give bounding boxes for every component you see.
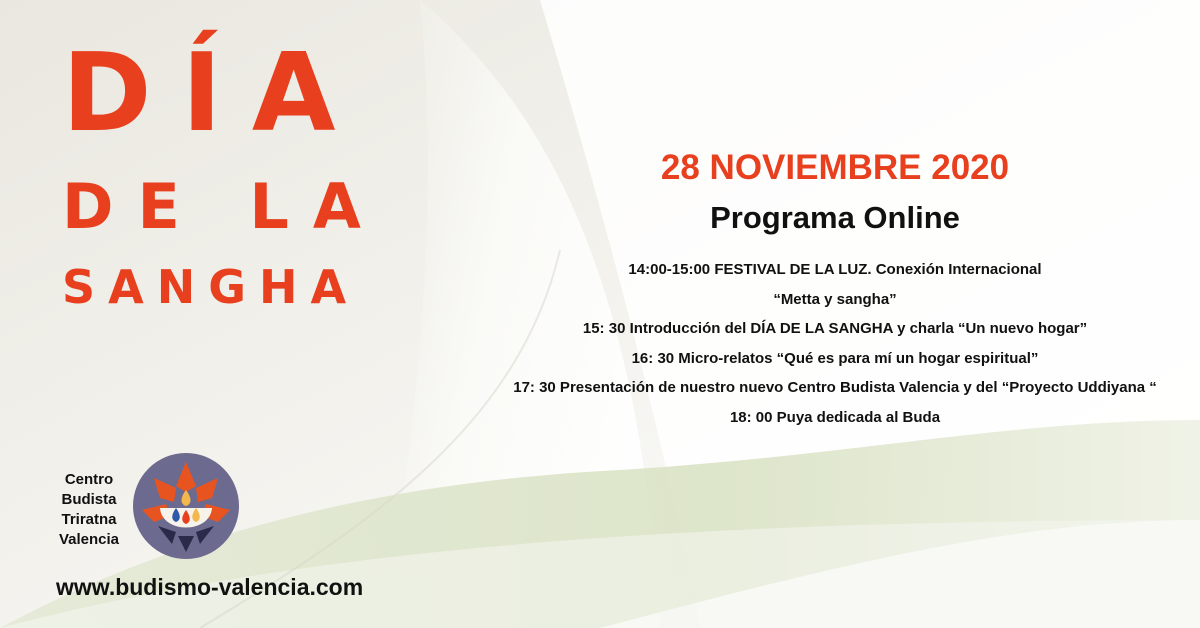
organization-line: Centro — [64, 471, 114, 488]
organization-line: Triratna — [61, 511, 117, 528]
organization-line: Valencia — [58, 531, 120, 548]
program-item: 17: 30 Presentación de nuestro nuevo Centro Budista Valencia y del “Proyecto Uddiyana “ — [513, 379, 1157, 397]
program-list — [470, 258, 1200, 436]
program-item: 16: 30 Micro-relatos “Qué es para mí un hogar espiritual” — [631, 349, 1039, 367]
organization-name — [48, 470, 130, 550]
program-item: 14:00-15:00 FESTIVAL DE LA LUZ. Conexión Internacional — [628, 261, 1042, 278]
program-item: “Metta y sangha” — [773, 290, 897, 308]
title-line-2: DE LA — [62, 170, 385, 243]
program-item: 18: 00 Puya dedicada al Buda — [729, 408, 941, 426]
event-date: 28 NOVIEMBRE 2020 — [660, 148, 1010, 187]
organization-line: Budista — [61, 491, 117, 508]
program-item: 15: 30 Introducción del DÍA DE LA SANGHA y charla “Un nuevo hogar” — [582, 320, 1088, 338]
title-line-3: SANGHA — [62, 260, 360, 314]
program-subtitle: Programa Online — [710, 200, 960, 235]
title-line-1: DÍA — [62, 31, 366, 156]
triratna-lotus-logo-icon — [132, 452, 240, 560]
website-link[interactable]: www.budismo-valencia.com — [56, 574, 364, 600]
